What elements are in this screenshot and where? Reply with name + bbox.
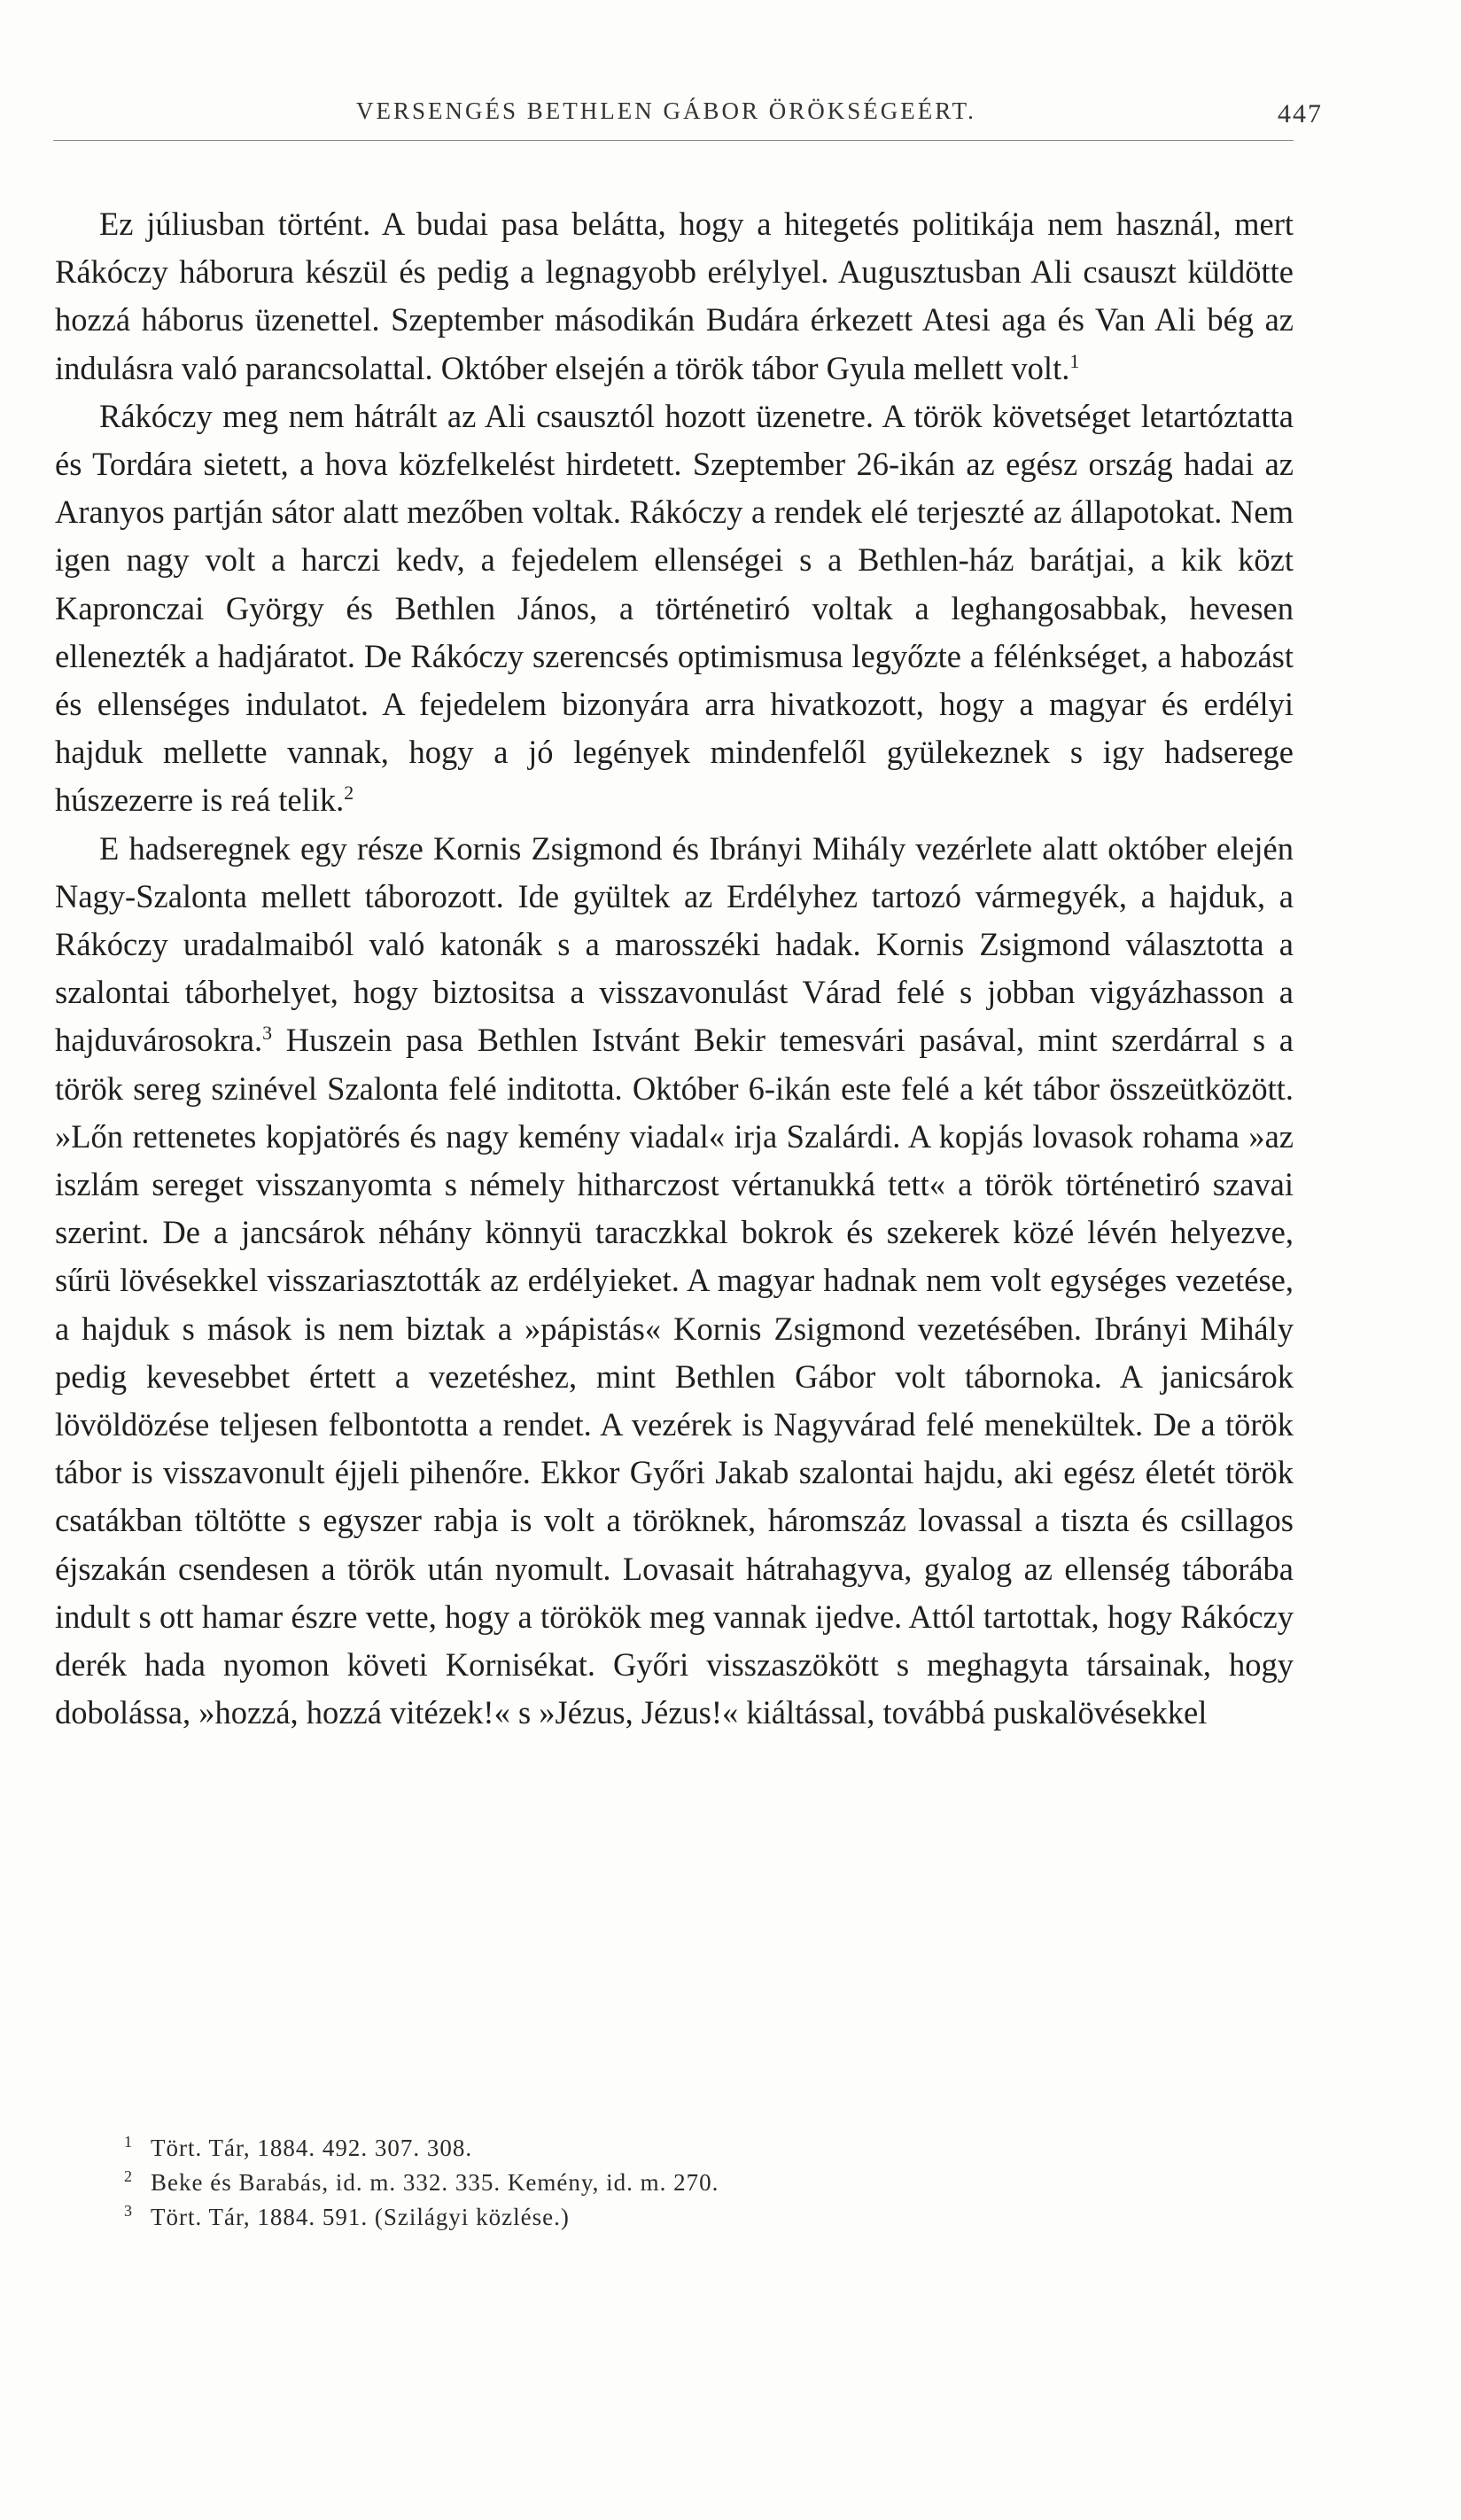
running-header <box>53 96 1323 141</box>
footnote-text: Beke és Barabás, id. m. 332. 335. Kemény, id. m. 270. <box>151 2169 719 2196</box>
paragraph <box>55 200 1294 393</box>
footnote: 1 Tört. Tár, 1884. 492. 307. 308. <box>124 2133 473 2161</box>
footnote-text: Tört. Tár, 1884. 492. 307. 308. <box>151 2135 473 2161</box>
running-title: VERSENGÉS BETHLEN GÁBOR ÖRÖKSÉGEÉRT. <box>356 97 976 124</box>
body-text <box>55 200 1294 1738</box>
footnote: 3 Tört. Tár, 1884. 591. (Szilágyi közlése.) <box>124 2202 570 2230</box>
page-number: 447 <box>1278 99 1323 128</box>
footnote-reference: 3 <box>262 1022 273 1045</box>
paragraph-text: E hadseregnek egy része Kornis Zsigmond és Ibrányi Mihály vezérlete alatt október elején Nagy-Szalonta mellett táborozott. Ide gyültek az Erdélyhez tartozó vármegyék, a hajduk, a Rákóczy uradalmaiból való katonák s a marosszéki hadak. Kornis Zsigmond választotta a szalontai táborhelyet, hogy biztositsa a visszavonulást Várad felé s jobban vigyázhasson a hajduvárosokra. <box>55 829 1294 1059</box>
paragraph-text: Rákóczy meg nem hátrált az Ali csausztól hozott üzenetre. A török követséget letartóztatta és Tordára sietett, a hova közfelkelést hirdetett. Szeptember 26-ikán az egész ország hadai az Aranyos partján sátor alatt mezőben voltak. Rákóczy a rendek elé terjeszté az állapotokat. Nem igen nagy volt a harczi kedv, a fejedelem ellenségei s a Bethlen-ház barátjai, a kik közt Kapronczai György és Bethlen János, a történetiró voltak a leghangosabbak, hevesen ellenezték a hadjáratot. De Rákóczy szerencsés optimismusa legyőzte a félénkséget, a habozást és ellenséges indulatot. A fejedelem bizonyára arra hivatkozott, hogy a magyar és erdélyi hajduk mellette vannak, hogy a jó legények mindenfelől gyülekeznek s igy hadserege húszezerre is reá telik. <box>55 397 1294 819</box>
paragraph-text: Huszein pasa Bethlen Istvánt Bekir temesvári pasával, mint szerdárral s a török sereg szinével Szalonta felé inditotta. Október 6-ikán este felé a két tábor összeütközött. »Lőn rettenetes kopjatörés és nagy kemény viadal« irja Szalárdi. A kopjás lovasok rohama »az iszlám sereget visszanyomta s némely hitharczost vértanukká tett« a török történetiró szavai szerint. De a jancsárok néhány könnyü taraczkkal bokrok és szekerek közé lévén helyezve, sűrü lövésekkel visszariasztották az erdélyieket. A magyar hadnak nem volt egységes vezetése, a hajduk s mások is nem biztak a »pápistás« Kornis Zsigmond vezetésében. Ibrányi Mihály pedig kevesebbet értett a vezetéshez, mint Bethlen Gábor volt tábornoka. A janicsárok lövöldözése teljesen felbontotta a rendet. A vezérek is Nagyvárad felé menekültek. De a török tábor is visszavonult éjjeli pihenőre. Ekkor Győri Jakab szalontai hajdu, aki egész életét török csatákban töltötte s egyszer rabja is volt a töröknek, háromszáz lovassal a tiszta és csillagos éjszakán csendesen a török után nyomult. Lovasait hátrahagyva, gyalog az ellenség táborába indult s ott hamar észre vette, hogy a törökök meg vannak ijedve. Attól tartottak, hogy Rákóczy derék hada nyomon követi Kornisékat. Győri visszaszökött s meghagyta társainak, hogy dobolássa, »hozzá, hozzá vitézek!« s »Jézus, Jézus!« kiáltással, továbbá puskalövésekkel <box>55 1022 1294 1731</box>
footnote-reference: 2 <box>344 782 354 805</box>
paragraph-text: Ez júliusban történt. A budai pasa belátta, hogy a hitegetés politikája nem használ, mert Rákóczy háborura készül és pedig a legnagyobb erélylyel. Augusztusban Ali csauszt küldötte hozzá háborus üzenettel. Szeptember másodikán Budára érkezett Atesi aga és Van Ali bég az indulásra való parancsolattal. Október elsején a török tábor Gyula mellett volt. <box>55 206 1294 386</box>
paragraph <box>55 393 1294 825</box>
footnotes <box>124 2131 1276 2235</box>
footnote-text: Tört. Tár, 1884. 591. (Szilágyi közlése.) <box>151 2204 570 2230</box>
footnote-reference: 1 <box>1069 349 1080 372</box>
footnote: 2 Beke és Barabás, id. m. 332. 335. Kemény, id. m. 270. <box>124 2167 719 2196</box>
paragraph <box>55 825 1294 1738</box>
